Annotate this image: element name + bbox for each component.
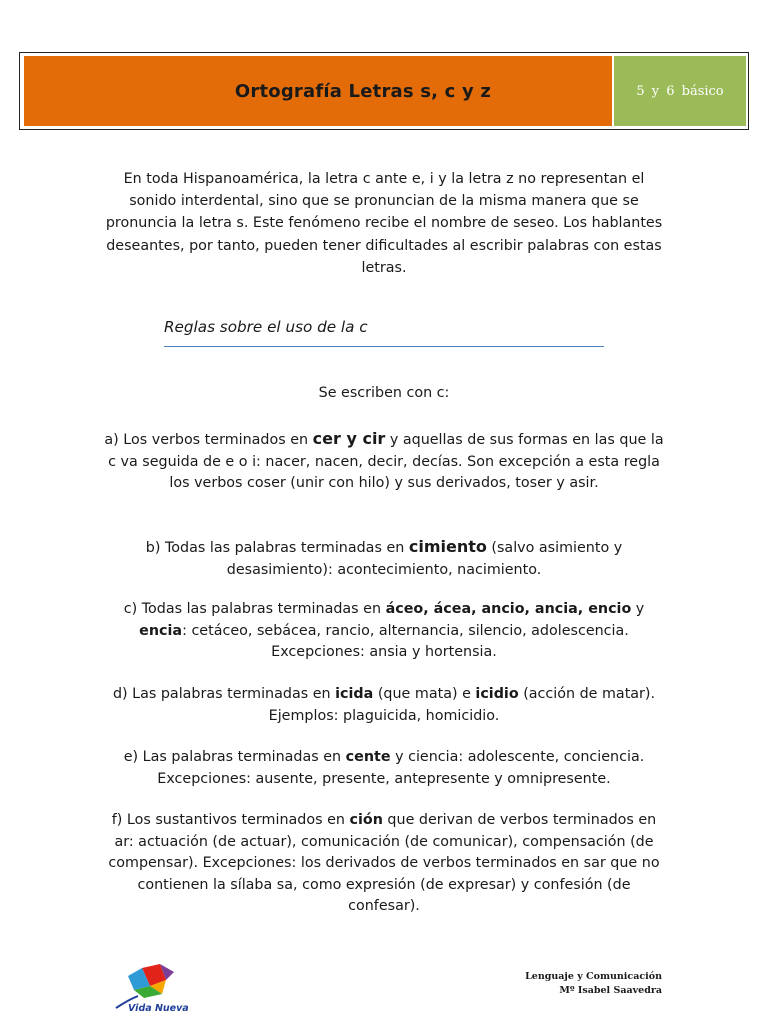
rule-c bbox=[100, 599, 668, 664]
rule-e-key: cente bbox=[345, 749, 391, 765]
rule-a bbox=[100, 428, 668, 495]
rule-d-key1: icida bbox=[335, 686, 374, 702]
header-grade-cell bbox=[614, 56, 746, 126]
rule-b-key: cimiento bbox=[408, 537, 487, 556]
rule-a-key: cer y cir bbox=[312, 429, 386, 448]
page-title: Ortografía Letras s, c y z bbox=[234, 80, 492, 102]
logo-text: Vida Nueva bbox=[128, 1003, 189, 1014]
rule-d-key2: icidio bbox=[475, 686, 519, 702]
rule-d-text: d) Las palabras terminadas en bbox=[112, 686, 336, 702]
rule-c-key2: encia bbox=[139, 622, 183, 639]
rule-e-text: e) Las palabras terminadas en bbox=[123, 749, 346, 765]
footer-subject: Lenguaje y Comunicación bbox=[525, 971, 662, 982]
rule-d bbox=[100, 684, 668, 727]
rule-b-text-end: (salvo asimiento y desasimiento): acontecimiento, nacimiento. bbox=[226, 540, 623, 578]
rule-d-text-mid: (que mata) e bbox=[373, 686, 476, 702]
rule-b-text: b) Todas las palabras terminadas en bbox=[145, 540, 409, 556]
rule-a-text: a) Los verbos terminados en bbox=[104, 432, 313, 448]
footer-author: Mº Isabel Saavedra bbox=[559, 985, 662, 996]
section-heading: Reglas sobre el uso de la c bbox=[164, 318, 604, 347]
rule-b bbox=[100, 536, 668, 581]
lead-text: Se escriben con c: bbox=[318, 385, 450, 401]
rule-d-text-end: (acción de matar). Ejemplos: plaguicida, homicidio. bbox=[268, 686, 656, 724]
rule-f-text: f) Los sustantivos terminados en bbox=[111, 812, 350, 828]
grade-label: 5 y 6 básico bbox=[636, 83, 724, 99]
rule-c-text-mid: y bbox=[631, 601, 645, 617]
rule-c-key1: áceo, ácea, ancio, ancia, encio bbox=[385, 601, 632, 617]
footer-credits bbox=[525, 970, 662, 998]
rule-c-text: c) Todas las palabras terminadas en bbox=[123, 601, 386, 617]
rule-e-text-end: y ciencia: adolescente, conciencia. Excepciones: ausente, presente, antepresente y omnipresente. bbox=[157, 749, 645, 787]
rule-c-text-end: : cetáceo, sebácea, rancio, alternancia, silencio, adolescencia. Excepciones: ansia y hortensia. bbox=[182, 622, 629, 660]
rule-f bbox=[100, 810, 668, 918]
rule-e bbox=[100, 747, 668, 790]
rule-f-text-end: que derivan de verbos terminados en ar: actuación (de actuar), comunicación (de comunicar), compensación (de compensar). Excepciones: los derivados de verbos terminados en sar que no contienen la sílaba sa, como expresión (de expresar) y confesión (de confesar). bbox=[108, 812, 660, 914]
rule-f-key: ción bbox=[349, 812, 383, 828]
rule-a-text-end: y aquellas de sus formas en las que la c va seguida de e o i: nacer, nacen, decir, decías. Son excepción a esta regla los verbos coser (unir con hilo) y sus derivados, toser y asir. bbox=[108, 432, 664, 491]
header-title-cell bbox=[24, 56, 612, 126]
intro-paragraph: En toda Hispanoamérica, la letra c ante e, i y la letra z no representan el sonido interdental, sino que se pronuncian de la misma manera que se pronuncia la letra s. Este fenómeno recibe el nombre de seseo. Los hablantes deseantes, por tanto, pueden tener dificultades al escribir palabras con estas letras. bbox=[105, 171, 663, 276]
